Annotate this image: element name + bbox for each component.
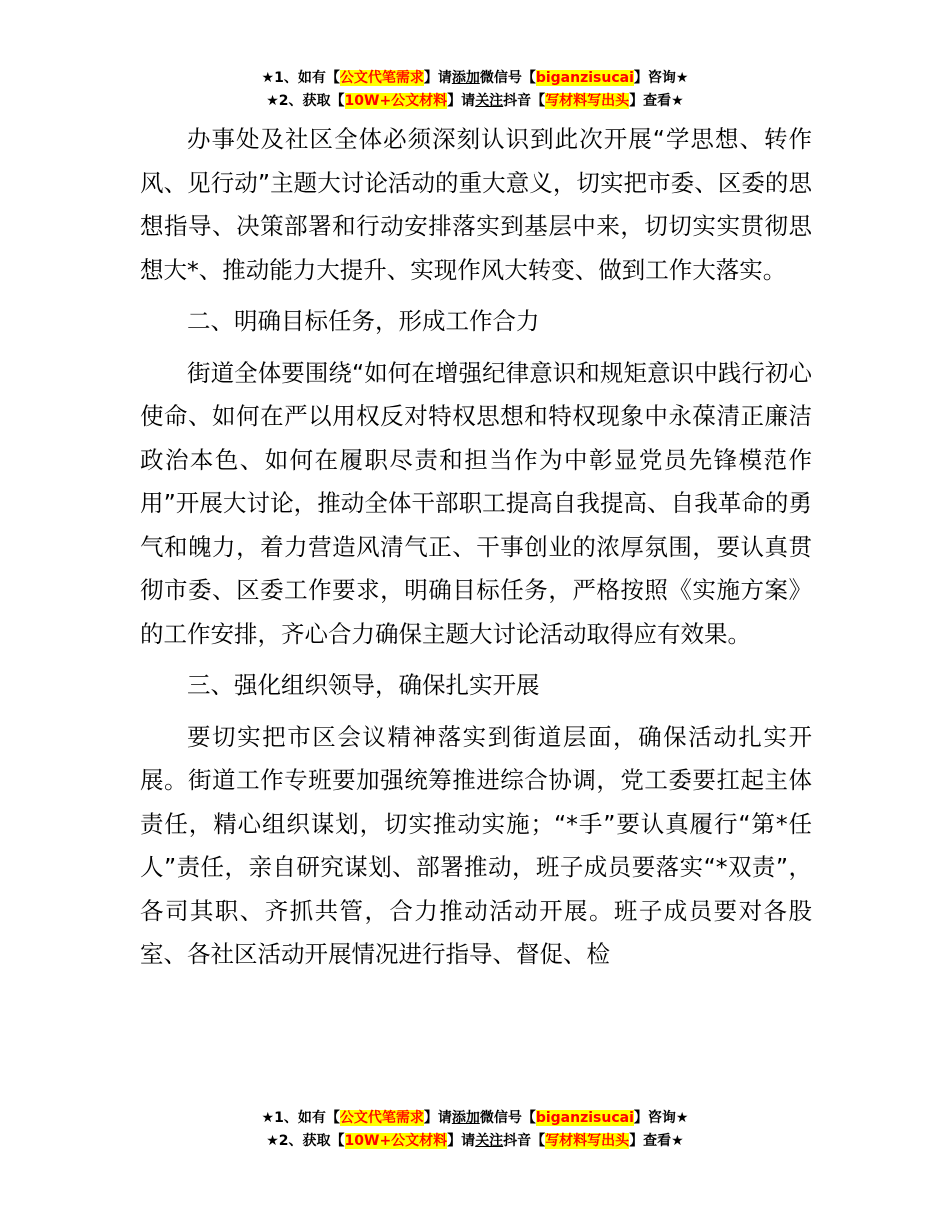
banner-line-2 <box>0 1130 950 1153</box>
banner-text: 抖音【 <box>503 1133 546 1149</box>
highlight-text: biganzisucai <box>535 70 634 86</box>
banner-line-2 <box>0 90 950 113</box>
banner-text: 】请 <box>423 70 452 86</box>
section-heading: 三、强化组织领导，确保扎实开展 <box>187 671 540 699</box>
banner-text: ★2、获取【 <box>266 93 345 109</box>
banner-text: ★1、如有【 <box>261 1110 340 1126</box>
highlight-text: 写材料写出头 <box>545 1133 630 1149</box>
highlight-text: 10W+公文材料 <box>344 1133 448 1149</box>
header-banner <box>0 67 950 113</box>
highlight-text: 写材料写出头 <box>545 93 630 109</box>
highlight-text: 10W+公文材料 <box>344 93 448 109</box>
banner-text: 】咨询★ <box>633 1110 689 1126</box>
banner-text: 微信号【 <box>479 70 536 86</box>
banner-text: ★2、获取【 <box>266 1133 345 1149</box>
banner-text: ★1、如有【 <box>261 70 340 86</box>
underlined-text: 关注 <box>475 93 504 109</box>
banner-text: 】请 <box>447 1133 476 1149</box>
banner-text: 】咨询★ <box>633 70 689 86</box>
banner-line-1 <box>0 1107 950 1130</box>
paragraph: 办事处及社区全体必须深刻认识到此次开展“学思想、转作风、见行动”主题大讨论活动的重大意义，切实把市委、区委的思想指导、决策部署和行动安排落实到基层中来，切切实实贯彻思想大*、推动能力大提升、实现作风大转变、做到工作大落实。 <box>140 125 812 284</box>
paragraph: 要切实把市区会议精神落实到街道层面，确保活动扎实开展。街道工作专班要加强统筹推进综合协调，党工委要扛起主体责任，精心组织谋划，切实推动实施；“*手”要认真履行“第*任人”责任，亲自研究谋划、部署推动，班子成员要落实“*双责”，各司其职、齐抓共管，合力推动活动开展。班子成员要对各股室、各社区活动开展情况进行指导、督促、检 <box>140 722 812 968</box>
banner-text: 抖音【 <box>503 93 546 109</box>
banner-text: 】请 <box>447 93 476 109</box>
underlined-text: 添加 <box>451 1110 480 1126</box>
paragraph: 街道全体要围绕“如何在增强纪律意识和规矩意识中践行初心使命、如何在严以用权反对特权思想和特权现象中永葆清正廉洁政治本色、如何在履职尽责和担当作为中彰显党员先锋模范作用”开展大讨论，推动全体干部职工提高自我提高、自我革命的勇气和魄力，着力营造风清气正、干事创业的浓厚氛围，要认真贯彻市委、区委工作要求，明确目标任务，严格按照《实施方案》的工作安排，齐心合力确保主题大讨论活动取得应有效果。 <box>140 358 812 648</box>
highlight-text: 公文代笔需求 <box>339 70 424 86</box>
banner-text: 】请 <box>423 1110 452 1126</box>
underlined-text: 关注 <box>475 1133 504 1149</box>
section-heading: 二、明确目标任务，形成工作合力 <box>187 307 540 335</box>
banner-text: 微信号【 <box>479 1110 536 1126</box>
banner-line-1 <box>0 67 950 90</box>
highlight-text: biganzisucai <box>535 1110 634 1126</box>
banner-text: 】查看★ <box>629 1133 684 1149</box>
document-body <box>140 118 812 985</box>
highlight-text: 公文代笔需求 <box>339 1110 424 1126</box>
underlined-text: 添加 <box>451 70 480 86</box>
banner-text: 】查看★ <box>629 93 684 109</box>
footer-banner <box>0 1107 950 1153</box>
